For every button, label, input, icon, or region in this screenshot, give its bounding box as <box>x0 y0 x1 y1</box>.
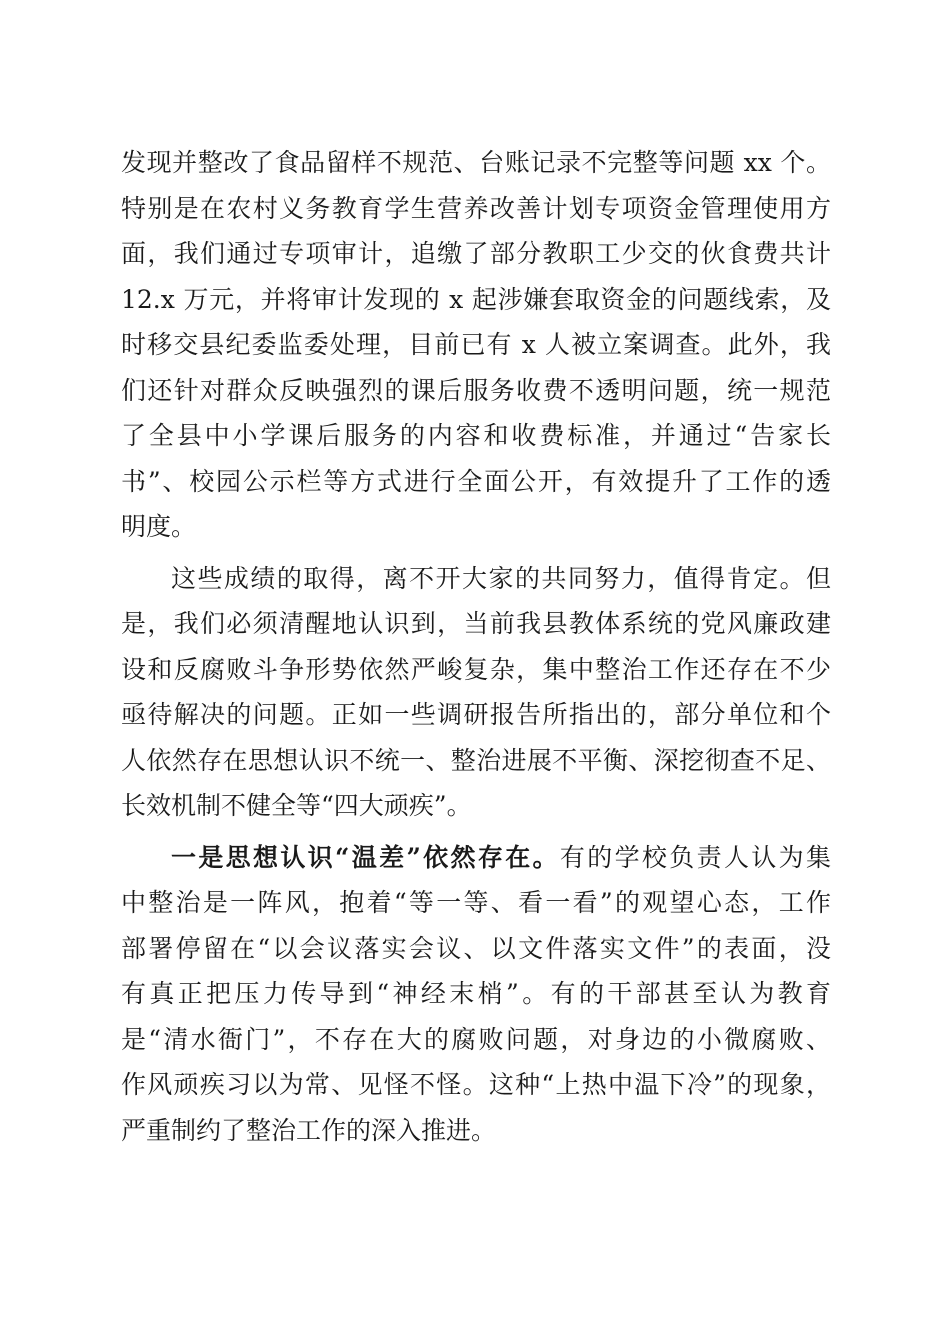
text-line: 们还针对群众反映强烈的课后服务收费不透明问题，统一规范 <box>121 375 831 405</box>
text-line: 中整治是一阵风，抱着“等一等、看一看”的观望心态，工作 <box>121 888 831 917</box>
text-line: 设和反腐败斗争形势依然严峻复杂，集中整治工作还存在不少 <box>121 654 831 684</box>
text-line: 部署停留在“以会议落实会议、以文件落实文件”的表面，没 <box>121 933 831 963</box>
text-line: 这些成绩的取得，离不开大家的共同努力，值得肯定。但 <box>171 563 831 593</box>
text-line: 明度。 <box>121 512 197 541</box>
text-line <box>121 835 831 881</box>
paragraph-1 <box>121 140 831 550</box>
text-line: 时移交县纪委监委处理，目前已有 x 人被立案调查。此外，我 <box>121 330 831 359</box>
paragraph-2 <box>121 556 831 829</box>
text-line: 书”、校园公示栏等方式进行全面公开，有效提升了工作的透 <box>121 466 831 496</box>
text-line: 12.x 万元，并将审计发现的 x 起涉嫌套取资金的问题线索，及 <box>121 284 831 314</box>
document-body <box>121 140 831 1153</box>
text-line: 有真正把压力传导到“神经末梢”。有的干部甚至认为教育 <box>121 979 831 1008</box>
text-line: 特别是在农村义务教育学生营养改善计划专项资金管理使用方 <box>121 193 831 223</box>
text-line: 人依然存在思想认识不统一、整治进展不平衡、深挖彻查不足、 <box>121 745 831 775</box>
text-line: 了全县中小学课后服务的内容和收费标准，并通过“告家长 <box>121 421 831 450</box>
text-line: 亟待解决的问题。正如一些调研报告所指出的，部分单位和个 <box>121 700 831 729</box>
text-line: 面，我们通过专项审计，追缴了部分教职工少交的伙食费共计 <box>121 239 831 268</box>
text-line: 作风顽疾习以为常、见怪不怪。这种“上热中温下冷”的现象， <box>121 1070 831 1099</box>
paragraph-3 <box>121 835 831 1154</box>
text-line: 是“清水衙门”，不存在大的腐败问题，对身边的小微腐败、 <box>121 1024 831 1054</box>
text-span: 有的学校负责人认为集 <box>559 842 831 872</box>
text-line: 是，我们必须清醒地认识到，当前我县教体系统的党风廉政建 <box>121 609 831 638</box>
text-line: 严重制约了整治工作的深入推进。 <box>121 1115 497 1145</box>
text-line: 发现并整改了食品留样不规范、台账记录不完整等问题 xx 个。 <box>121 148 831 177</box>
section-heading: 一是思想认识“温差”依然存在。 <box>171 842 560 872</box>
text-line: 长效机制不健全等“四大顽疾”。 <box>121 791 472 820</box>
